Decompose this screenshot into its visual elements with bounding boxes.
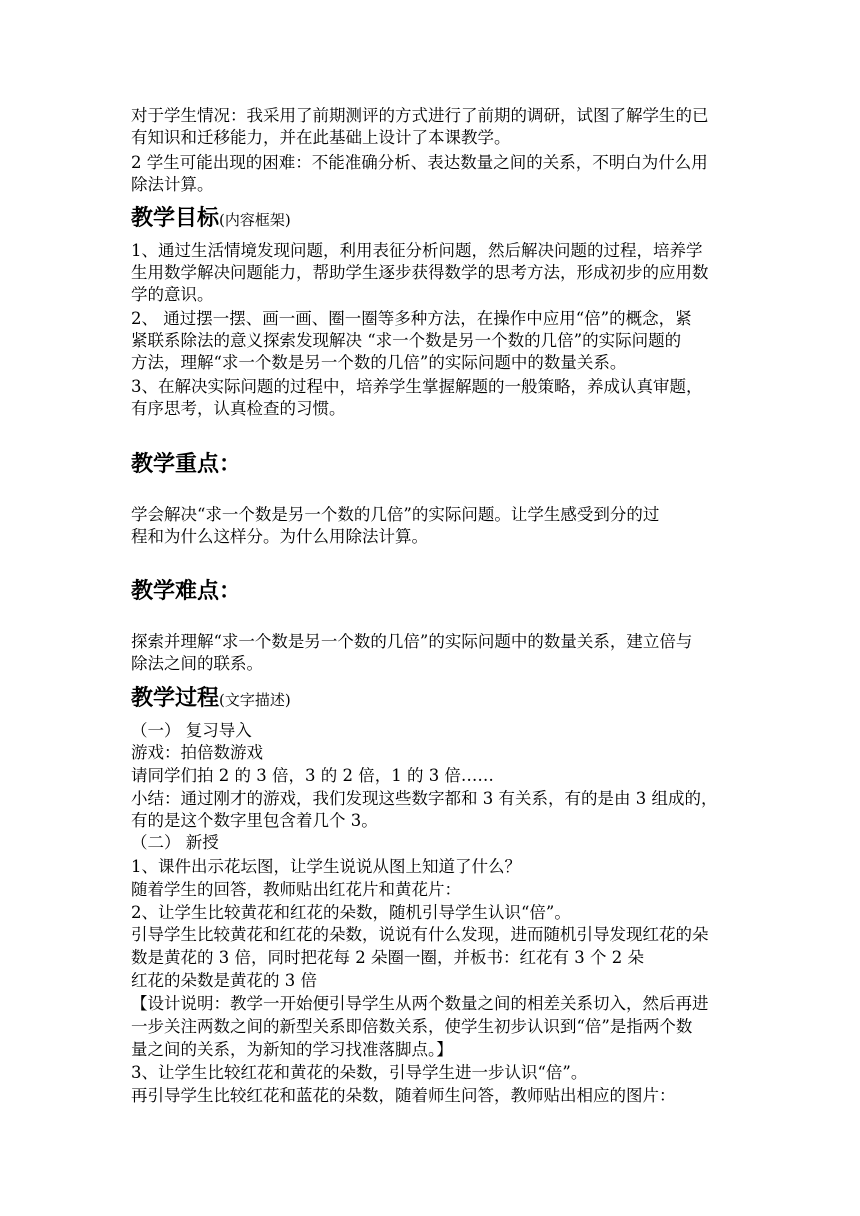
process-line: 请同学们拍 2 的 3 倍，3 的 2 倍，1 的 3 倍……: [131, 766, 494, 785]
process-line: （二） 新授: [131, 833, 219, 852]
objectives-heading: 教学目标(内容框架): [131, 205, 291, 231]
objectives-line: 学的意识。: [131, 285, 214, 304]
difficulties-line: 除法之间的联系。: [131, 654, 263, 673]
process-line: 随着学生的回答，教师贴出红花片和黄花片：: [131, 880, 461, 899]
process-heading: 教学过程(文字描述): [131, 685, 291, 711]
difficulties-heading: 教学难点：: [131, 578, 242, 604]
process-line: 【设计说明：教学一开始便引导学生从两个数量之间的相差关系切入，然后再进: [131, 994, 709, 1013]
process-line: 2、让学生比较黄花和红花的朵数，随机引导学生认识“倍”。: [131, 903, 571, 922]
process-line: 3、让学生比较红花和黄花的朵数，引导学生进一步认识“倍”。: [131, 1063, 588, 1082]
objectives-line: 3、在解决实际问题的过程中，培养学生掌握解题的一般策略，养成认真审题，: [131, 377, 703, 396]
process-line: 一步关注两数之间的新型关系即倍数关系，使学生初步认识到“倍”是指两个数: [131, 1017, 693, 1036]
process-line: 小结：通过刚才的游戏，我们发现这些数字都和 3 有关系，有的是由 3 组成的，: [131, 789, 718, 808]
process-line: 数是黄花的 3 倍，同时把花每 2 朵圈一圈，并板书：红花有 3 个 2 朵: [131, 948, 644, 967]
process-line: 再引导学生比较红花和蓝花的朵数，随着师生问答，教师贴出相应的图片：: [131, 1086, 676, 1105]
objectives-heading-note: (内容框架): [219, 211, 291, 229]
objectives-line: 生用数学解决问题能力，帮助学生逐步获得数学的思考方法，形成初步的应用数: [131, 263, 709, 282]
process-line: 量之间的关系，为新知的学习找准落脚点。】: [131, 1040, 453, 1059]
objectives-line: 有序思考，认真检查的习惯。: [131, 399, 346, 418]
intro-line-1: 对于学生情况：我采用了前期测评的方式进行了前期的调研，试图了解学生的已: [131, 106, 709, 125]
process-line: 引导学生比较黄花和红花的朵数，说说有什么发现，进而随机引导发现红花的朵: [131, 925, 709, 944]
objectives-line: 2、 通过摆一摆、画一画、圈一圈等多种方法，在操作中应用“倍”的概念，紧: [131, 309, 692, 328]
process-line: 游戏：拍倍数游戏: [131, 743, 263, 762]
process-line: （一） 复习导入: [131, 721, 252, 740]
key-points-line: 学会解决“求一个数是另一个数的几倍”的实际问题。让学生感受到分的过: [131, 505, 660, 524]
intro-line-4: 除法计算。: [131, 175, 214, 194]
objectives-line: 1、通过生活情境发现问题，利用表征分析问题，然后解决问题的过程，培养学: [131, 241, 703, 260]
objectives-line: 紧联系除法的意义探索发现解决 “求一个数是另一个数的几倍”的实际问题的: [131, 331, 682, 350]
difficulties-line: 探索并理解“求一个数是另一个数的几倍”的实际问题中的数量关系，建立倍与: [131, 632, 693, 651]
key-points-line: 程和为什么这样分。为什么用除法计算。: [131, 527, 428, 546]
process-line: 1、课件出示花坛图，让学生说说从图上知道了什么？: [131, 857, 521, 876]
intro-line-3: 2 学生可能出现的困难：不能准确分析、表达数量之间的关系，不明白为什么用: [131, 153, 708, 172]
key-points-heading: 教学重点：: [131, 451, 242, 477]
intro-line-2: 有知识和迁移能力，并在此基础上设计了本课教学。: [131, 128, 511, 147]
process-line: 有的是这个数字里包含着几个 3。: [131, 811, 378, 830]
objectives-line: 方法，理解“求一个数是另一个数的几倍”的实际问题中的数量关系。: [131, 353, 627, 372]
process-heading-note: (文字描述): [219, 691, 291, 709]
process-line: 红花的朵数是黄花的 3 倍: [131, 971, 317, 990]
